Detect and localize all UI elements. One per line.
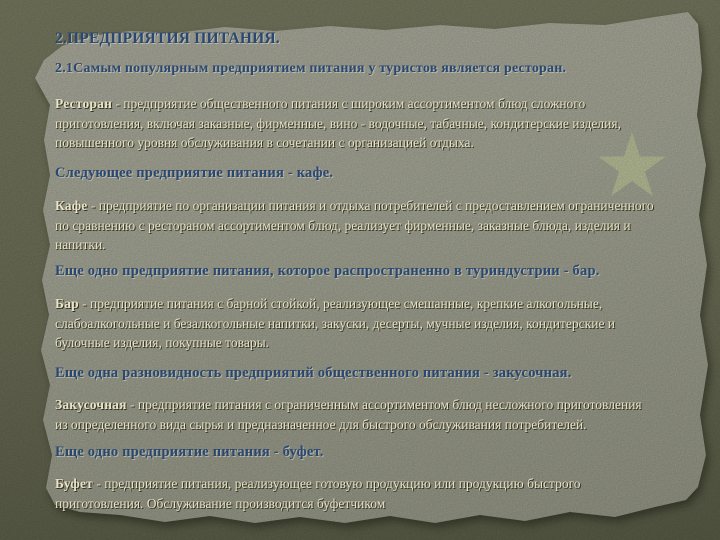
definition-buffet [55, 474, 615, 513]
heading-cafe: Следующее предприятие питания - кафе. [55, 165, 334, 181]
definition-buffet-text: - предприятие питания, реализующее готовую продукцию или продукцию быстрого приготовления. Обслуживание производится буфетчиком [55, 476, 581, 511]
definition-bar-text: - предприятие питания с барной стойкой, реализующее смешанные, крепкие алкогольные, слабоалкогольные и безалкогольные напитки, закуски, десерты, мучные изделия, кондитерские и булочные изделия, покупные товары. [55, 296, 616, 350]
term-bar: Бар [55, 296, 79, 311]
term-cafe: Кафе [55, 198, 88, 213]
definition-snackbar-text: - предприятие питания с ограниченным ассортиментом блюд несложного приготовления из определенного вида сырья и предназначенное для быстрого обслуживания потребителей. [55, 397, 642, 432]
definition-snackbar [55, 395, 655, 434]
definition-restaurant [55, 94, 655, 153]
definition-restaurant-text: - предприятие общественного питания с широким ассортиментом блюд сложного приготовления, включая заказные, фирменные, вино - водочные, табачные, кондитерские изделия, повышенного уровня обслуживания в сочетании с организацией отдыха. [55, 96, 621, 150]
heading-buffet: Еще одно предприятие питания - буфет. [55, 444, 324, 460]
definition-cafe-text: - предприятие по организации питания и отдыха потребителей с предоставлением ограниченного по сравнению с рестораном ассортиментом блюд, реализует фирменные, заказные блюда, изделия и напитки. [55, 198, 654, 252]
definition-bar [55, 294, 655, 353]
slide-subtitle: 2.1Самым популярным предприятием питания у туристов является ресторан. [55, 61, 567, 76]
term-buffet: Буфет [55, 476, 93, 491]
definition-cafe [55, 196, 665, 255]
slide-title: 2.ПРЕДПРИЯТИЯ ПИТАНИЯ. [55, 30, 280, 47]
heading-snackbar: Еще одна разновидность предприятий общественного питания - закусочная. [55, 365, 572, 381]
term-restaurant: Ресторан [55, 96, 113, 111]
term-snackbar: Закусочная [55, 397, 127, 412]
heading-bar: Еще одно предприятие питания, которое распространенно в туриндустрии - бар. [55, 263, 600, 279]
